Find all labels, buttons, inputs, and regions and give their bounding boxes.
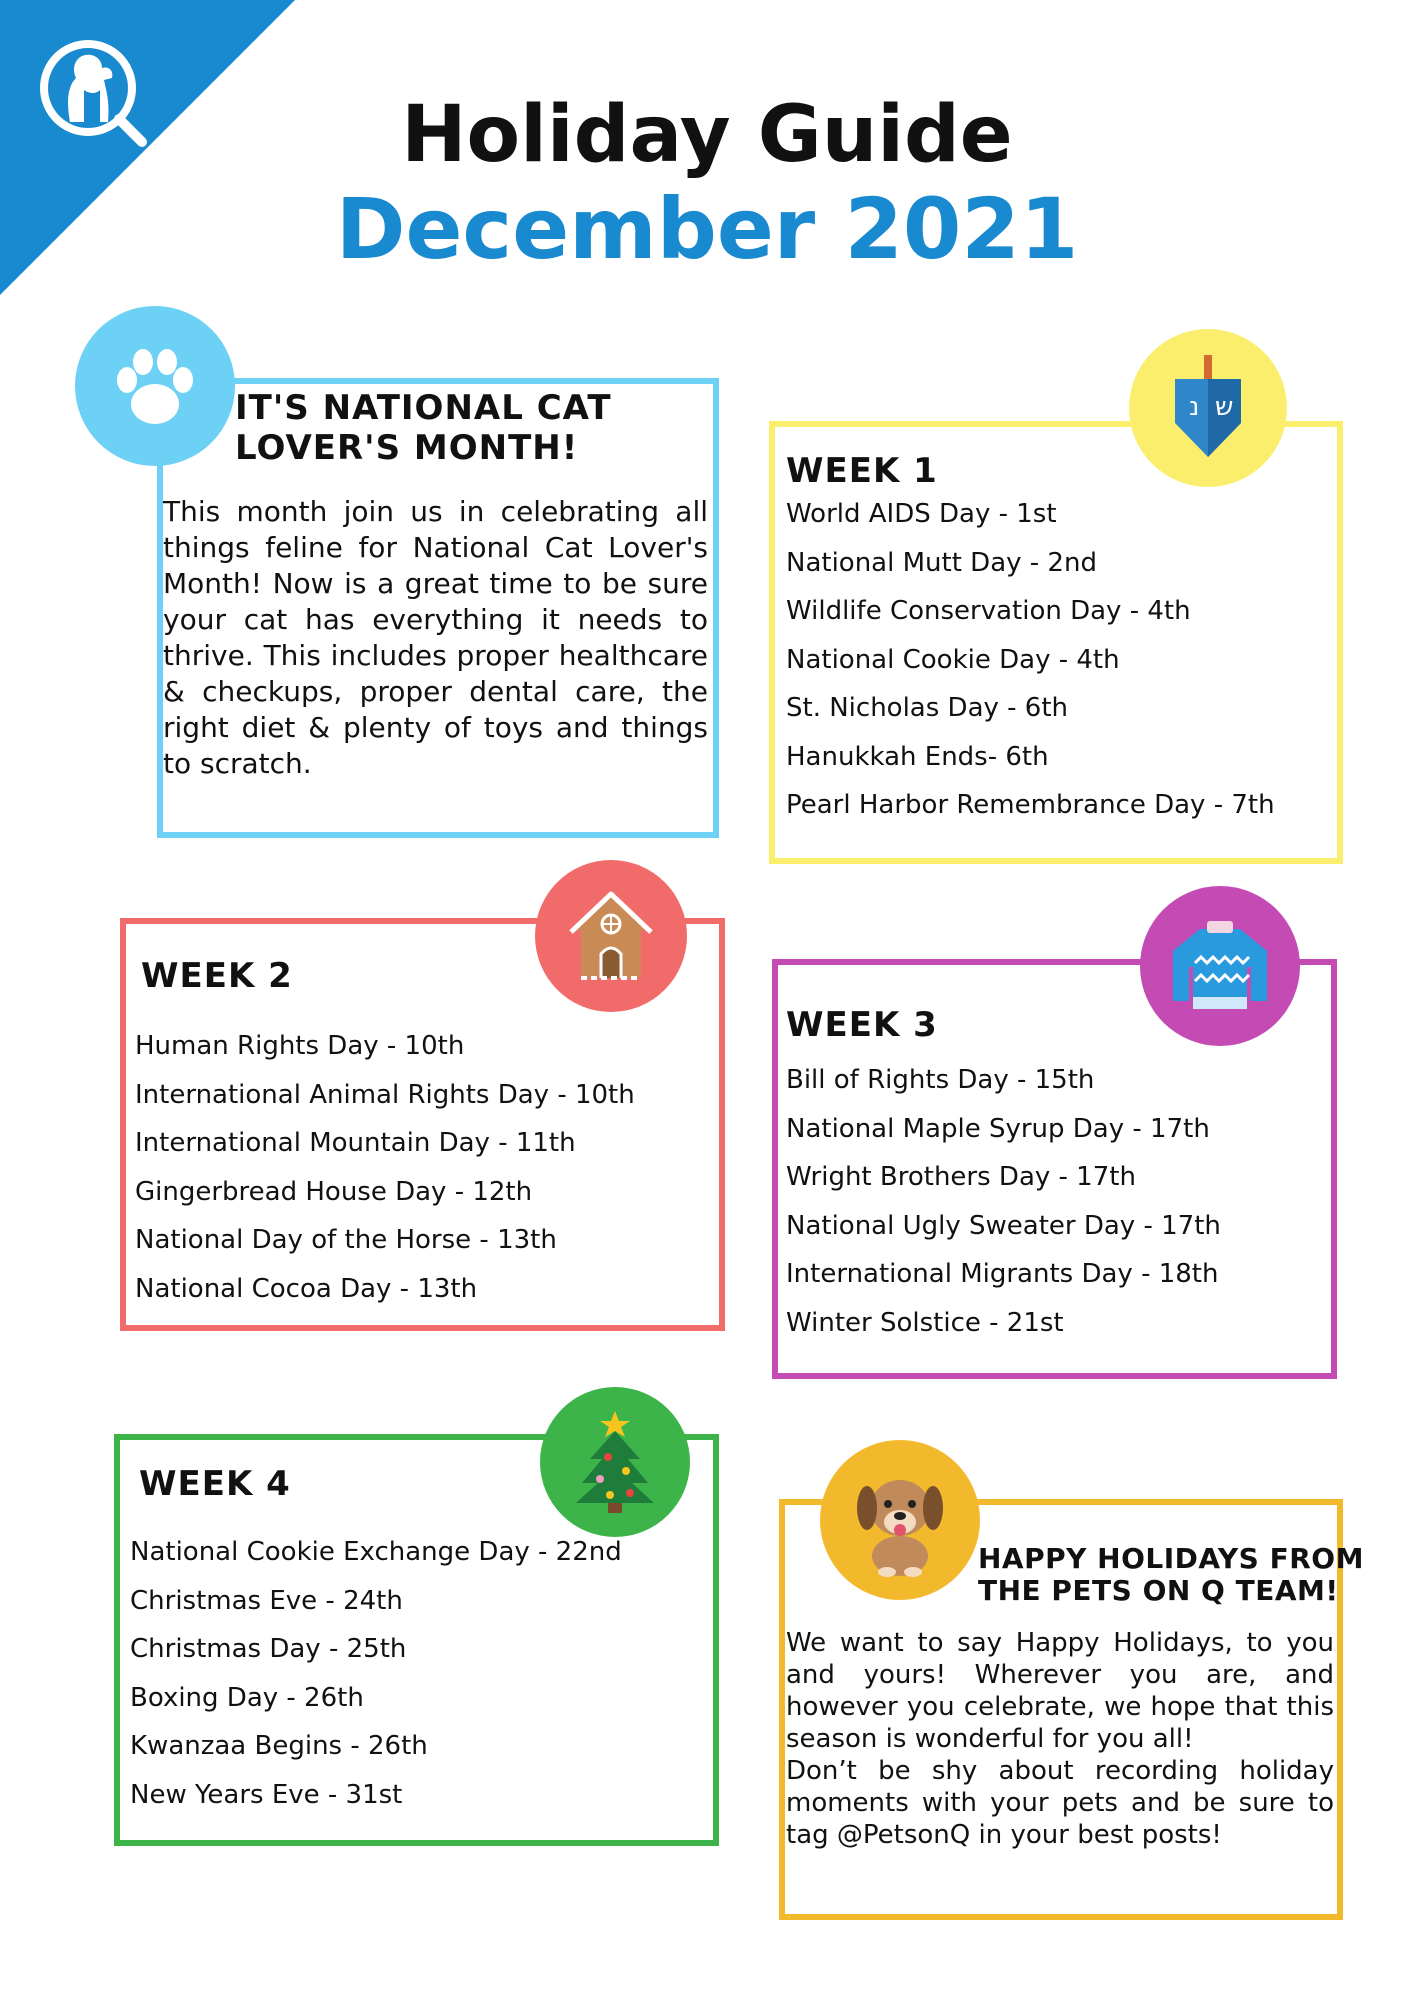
list-item: International Animal Rights Day - 10th <box>135 1079 635 1110</box>
list-item: National Day of the Horse - 13th <box>135 1225 557 1255</box>
tree-circle <box>540 1387 690 1537</box>
list-item: International Migrants Day - 18th <box>786 1259 1219 1289</box>
list-item: Winter Solstice - 21st <box>786 1307 1064 1338</box>
list-item: World AIDS Day - 1st <box>786 499 1057 529</box>
dreidel-circle <box>1129 329 1287 487</box>
cat-month-heading-line2: LOVER'S MONTH! <box>235 428 579 468</box>
list-item: National Cocoa Day - 13th <box>135 1273 478 1304</box>
cat-month-body: This month join us in celebrating all things feline for National Cat Lover's Month! Now is a great time to be sure your cat has everything it needs to thrive. This includes proper healthcare & checkups, proper dental care, the right diet & plenty of toys and things to scratch. <box>163 495 708 780</box>
happy-holidays-body-paragraph1: We want to say Happy Holidays, to you and yours! Wherever you are, and however you celebrate, we hope that this season is wonderful for you all! <box>786 1628 1334 1754</box>
week4-list <box>130 1528 622 1819</box>
page-subtitle: December 2021 <box>335 180 1079 278</box>
list-item: International Mountain Day - 11th <box>135 1128 576 1158</box>
dog-circle <box>820 1440 980 1600</box>
list-item: Pearl Harbor Remembrance Day - 7th <box>786 790 1275 820</box>
list-item: Gingerbread House Day - 12th <box>135 1176 533 1207</box>
list-item: St. Nicholas Day - 6th <box>786 693 1069 723</box>
cat-month-heading <box>235 388 612 468</box>
christmas-tree-icon <box>570 1407 660 1517</box>
gingerbread-house-icon <box>563 886 659 986</box>
list-item: Human Rights Day - 10th <box>135 1031 465 1061</box>
week4-heading: WEEK 4 <box>139 1464 291 1504</box>
happy-holidays-heading-line1: HAPPY HOLIDAYS FROM <box>978 1542 1364 1575</box>
happy-holidays-heading-line2: THE PETS ON Q TEAM! <box>978 1574 1339 1607</box>
week1-heading: WEEK 1 <box>786 451 938 491</box>
sweater-icon <box>1165 911 1275 1021</box>
list-item: Boxing Day - 26th <box>130 1682 364 1713</box>
list-item: National Cookie Day - 4th <box>786 644 1120 675</box>
cat-month-heading-line1: IT'S NATIONAL CAT <box>235 388 612 428</box>
week3-list <box>786 1056 1221 1347</box>
list-item: Hanukkah Ends- 6th <box>786 741 1049 772</box>
list-item: National Maple Syrup Day - 17th <box>786 1113 1210 1144</box>
list-item: National Cookie Exchange Day - 22nd <box>130 1537 622 1567</box>
svg-text:ש: ש <box>1215 392 1234 422</box>
list-item: Bill of Rights Day - 15th <box>786 1065 1095 1095</box>
happy-holidays-body-paragraph2: Don’t be shy about recording holiday moments with your pets and be sure to tag @PetsonQ in your best posts! <box>786 1756 1334 1850</box>
week3-heading: WEEK 3 <box>786 1005 938 1045</box>
list-item: National Ugly Sweater Day - 17th <box>786 1210 1221 1241</box>
list-item: Christmas Day - 25th <box>130 1634 407 1664</box>
dog-icon <box>845 1460 955 1580</box>
sweater-circle <box>1140 886 1300 1046</box>
list-item: New Years Eve - 31st <box>130 1779 403 1810</box>
dreidel-icon <box>1163 353 1253 463</box>
week2-list <box>135 1022 635 1313</box>
list-item: Wildlife Conservation Day - 4th <box>786 596 1191 626</box>
list-item: Wright Brothers Day - 17th <box>786 1162 1136 1192</box>
list-item: Kwanzaa Begins - 26th <box>130 1731 428 1761</box>
list-item: Christmas Eve - 24th <box>130 1585 403 1616</box>
happy-holidays-body <box>786 1627 1334 1851</box>
page-title: Holiday Guide <box>401 90 1013 180</box>
happy-holidays-heading <box>978 1543 1364 1607</box>
paw-icon <box>105 336 205 436</box>
week2-heading: WEEK 2 <box>141 956 293 996</box>
list-item: National Mutt Day - 2nd <box>786 547 1097 578</box>
svg-text:נ: נ <box>1189 392 1200 422</box>
gingerbread-circle <box>535 860 687 1012</box>
paw-circle <box>75 306 235 466</box>
week1-list <box>786 490 1275 830</box>
